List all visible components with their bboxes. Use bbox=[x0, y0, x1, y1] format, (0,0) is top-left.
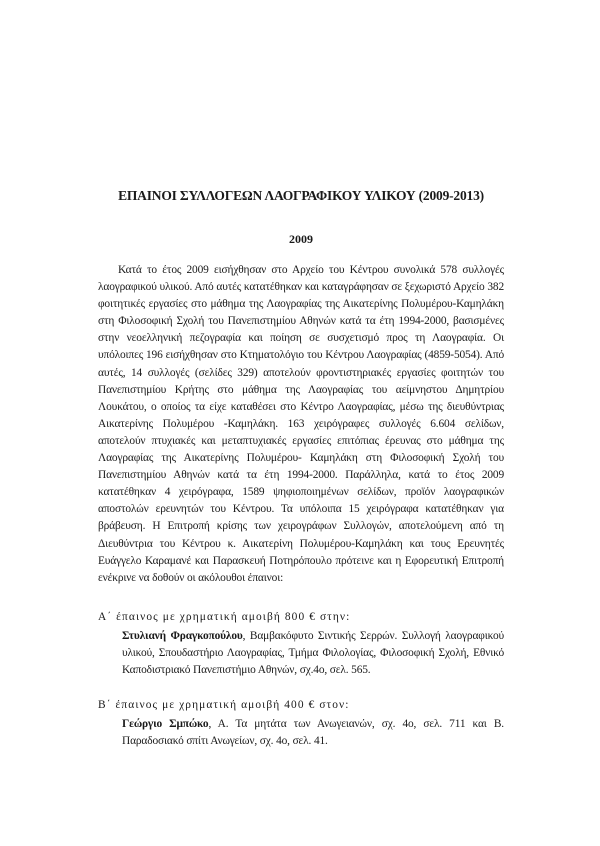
prize-1-entry bbox=[122, 628, 504, 679]
prize-2-heading: Β΄ έπαινος με χρηματική αμοιβή 400 € στον: bbox=[98, 699, 350, 711]
prize-2-description: , Α. Τα μητάτα των Ανωγειανών, σχ. 4ο, σελ. 711 και Β. Παραδοσιακό σπίτι Ανωγείων, σχ. 4ο, σελ. 41. bbox=[122, 718, 504, 748]
prize-1-description: , Βαμβακόφυτο Σιντικής Σερρών. Συλλογή λαογραφικού υλικού, Σπουδαστήριο Λαογραφίας, Τμήμα Φιλολογίας, Φιλοσοφική Σχολή, Εθνικό Καποδιστριακό Πανεπιστήμιο Αθηνών, σχ.4ο, σελ. 565. bbox=[122, 630, 504, 677]
body-paragraph: Κατά το έτος 2009 εισήχθησαν στο Αρχείο του Κέντρου συνολικά 578 συλλογές λαογραφικού υλικού. Από αυτές κατατέθηκαν και καταγράφησαν σε ξεχωριστό Αρχείο 382 φοιτητικές εργασίες στο μάθημα της Λαογραφίας της Αικατερίνης Πολυμέρου-Καμηλάκη στη Φιλοσοφική Σχολή του Πανεπιστημίου Αθηνών κατά τα έτη 1994-2000, βασισμένες στην νεοελληνική πεζογραφία και ποίηση σε συσχετισμό προς τη Λαογραφία. Οι υπόλοιπες 196 εισήχθησαν στο Κτηματολόγιο του Κέντρου Λαογραφίας (4859-5054). Από αυτές, 14 συλλογές (σελίδες 329) αποτελούν φροντιστηριακές εργασίες φοιτητών του Πανεπιστημίου Κρήτης στο μάθημα της Λαογραφίας του αείμνηστου Δημητρίου Λουκάτου, ο οποίος τα είχε καταθέσει στο Κέντρο Λαογραφίας, μέσω της διευθύντριας Αικατερίνης Πολυμέρου -Καμηλάκη. 163 χειρόγραφες συλλογές 6.604 σελίδων, αποτελούν πτυχιακές και μεταπτυχιακές εργασίες επιτόπιας έρευνας στο μάθημα της Λαογραφίας της Αικατερίνης Πολυμέρου- Καμηλάκη στη Φιλοσοφική Σχολή του Πανεπιστημίου Αθηνών κατά τα έτη 1994-2000. Παράλληλα, κατά το έτος 2009 κατατέθηκαν 4 χειρόγραφα, 1589 ψηφιοποιημένων σελίδων, προϊόν λαογραφικών αποστολών ερευνητών του Κέντρου. Τα υπόλοιπα 15 χειρόγραφα κατατέθηκαν για βράβευση. Η Επιτροπή κρίσης των χειρογράφων Συλλογών, αποτελούμενη από τη Διευθύντρια του Κέντρου κ. Αικατερίνη Πολυμέρου-Καμηλάκη και τους Ερευνητές Ευάγγελο Καραμανέ και Παρασκευή Ποτηρόπουλο πρότεινε και η Εφορευτική Επιτροπή ενέκρινε να δοθούν οι ακόλουθοι έπαινοι: bbox=[98, 264, 504, 584]
prize-2-entry bbox=[122, 716, 504, 750]
page-title: ΕΠΑΙΝΟΙ ΣΥΛΛΟΓΕΩΝ ΛΑΟΓΡΑΦΙΚΟΥ ΥΛΙΚΟΥ (2009-2013) bbox=[118, 188, 484, 203]
year-heading: 2009 bbox=[289, 232, 313, 246]
prize-2-recipient: Γεώργιο Σμπώκο bbox=[122, 718, 209, 730]
prize-1-heading: Α΄ έπαινος με χρηματική αμοιβή 800 € στην: bbox=[98, 611, 351, 623]
prize-1-recipient: Στυλιανή Φραγκοπούλου bbox=[122, 630, 243, 642]
